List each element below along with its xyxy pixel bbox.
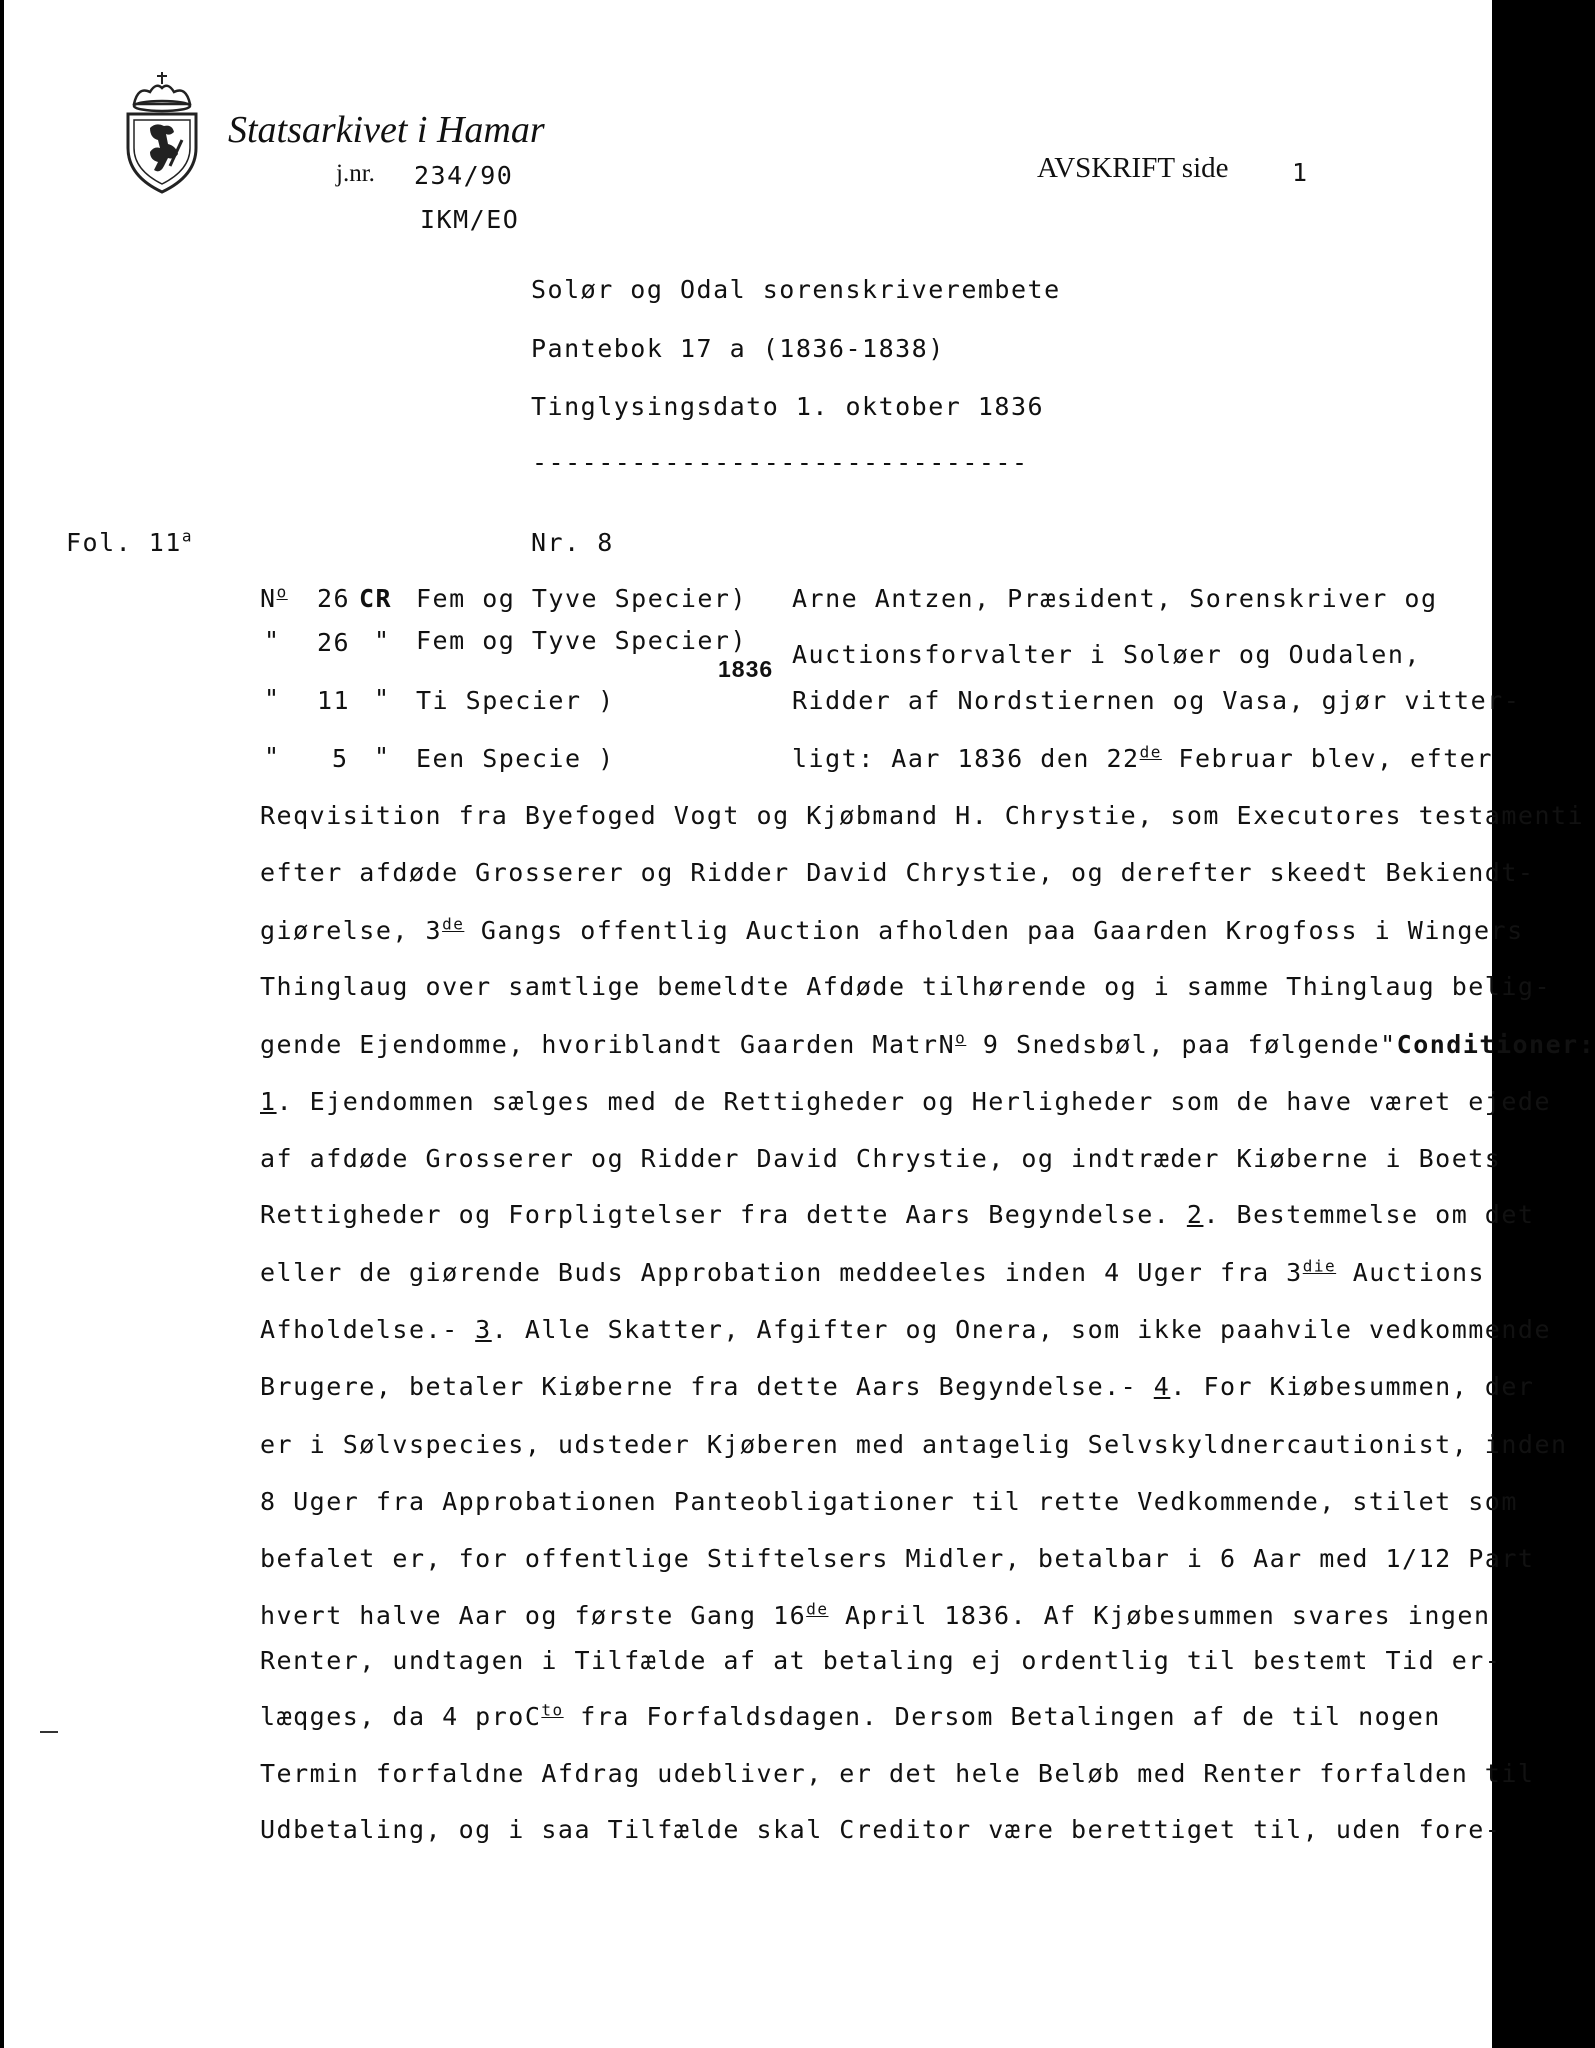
right-column-line: Auctionsforvalter i Soløer og Oudalen, bbox=[792, 640, 1421, 669]
body-line: Thinglaug over samtlige bemeldte Afdøde tilhørende og i samme Thinglaug belig- bbox=[260, 972, 1551, 1001]
body-line: 1. Ejendommen sælges med de Rettigheder og Herligheder som de have været ejede bbox=[260, 1087, 1552, 1116]
initials: IKM/EO bbox=[420, 205, 520, 234]
archive-name: Statsarkivet i Hamar bbox=[228, 109, 545, 151]
body-line: Rettigheder og Forpligtelser fra dette Aars Begyndelse. 2. Bestemmelse om det bbox=[260, 1200, 1535, 1229]
fee-row: " bbox=[264, 684, 281, 713]
body-line: Reqvisition fra Byefoged Vogt og Kjøbmand H. Chrystie, som Executores testamenti bbox=[260, 801, 1585, 830]
body-line: hvert halve Aar og første Gang 16de April 1836. Af Kjøbesummen svares ingen bbox=[260, 1599, 1491, 1630]
folio-number: Fol. 11$^a$ bbox=[66, 526, 193, 557]
body-line: befalet er, for offentlige Stiftelsers Midler, betalbar i 6 Aar med 1/12 Part bbox=[260, 1544, 1535, 1573]
entry-number: Nr. 8 bbox=[531, 528, 614, 557]
body-line: giørelse, 3de Gangs offentlig Auction afholden paa Gaarden Krogfoss i Wingers bbox=[260, 914, 1524, 945]
office-title: Solør og Odal sorenskriverembete bbox=[531, 275, 1061, 304]
fee-unit: " bbox=[374, 684, 391, 713]
fee-unit: " bbox=[374, 626, 391, 655]
fee-amount: 11 bbox=[317, 686, 351, 715]
margin-mark bbox=[40, 1731, 58, 1733]
body-line: eller de giørende Buds Approbation meddeeles inden 4 Uger fra $3^{die}$ Auctions bbox=[260, 1256, 1486, 1287]
right-column-line: Ridder af Nordstiernen og Vasa, gjør vitter- bbox=[792, 686, 1521, 715]
body-line: er i Sølvspecies, udsteder Kjøberen med antagelig Selvskyldnercautionist, inden bbox=[260, 1430, 1568, 1459]
body-line: læqges, da 4 proC$^{to}$ fra Forfaldsdagen. Dersom Betalingen af de til nogen bbox=[260, 1700, 1441, 1731]
body-line: gende Ejendomme, hvoriblandt Gaarden MatrN$^o$ 9 Snedsbøl, paa følgende"Conditioner: bbox=[260, 1028, 1595, 1059]
right-column-line: Arne Antzen, Præsident, Sorenskriver og bbox=[792, 584, 1438, 613]
body-line: Brugere, betaler Kiøberne fra dette Aars Begyndelse.- 4. For Kiøbesummen, der bbox=[260, 1372, 1535, 1401]
journal-number: 234/90 bbox=[414, 161, 514, 190]
fee-text: Fem og Tyve Specier) bbox=[416, 626, 748, 655]
registration-date: Tinglysingsdato 1. oktober 1836 bbox=[531, 392, 1045, 421]
fee-text: Ti Specier ) bbox=[416, 686, 615, 715]
stamp-year: 1836 bbox=[718, 656, 774, 682]
avskrift-label: AVSKRIFT side bbox=[1037, 152, 1229, 184]
body-line: Termin forfaldne Afdrag udebliver, er det hele Beløb med Renter forfalden til bbox=[260, 1759, 1535, 1788]
fee-row: " bbox=[264, 626, 281, 655]
fee-unit: " bbox=[374, 742, 391, 771]
body-line: af afdøde Grosserer og Ridder David Chrystie, og indtræder Kiøberne i Boets bbox=[260, 1144, 1502, 1173]
fee-unit: CR bbox=[359, 584, 393, 613]
fee-row: $N^o$ bbox=[260, 582, 288, 613]
document-page bbox=[4, 0, 1595, 2048]
body-line: 8 Uger fra Approbationen Panteobligationer til rette Vedkommende, stilet som bbox=[260, 1487, 1518, 1516]
fee-text: Een Specie ) bbox=[416, 744, 615, 773]
body-line: Afholdelse.- 3. Alle Skatter, Afgifter og Onera, som ikke paahvile vedkommende bbox=[260, 1315, 1552, 1344]
fee-amount: 26 bbox=[317, 584, 351, 613]
fee-amount: 26 bbox=[317, 628, 351, 657]
body-line: Renter, undtagen i Tilfælde af at betaling ej ordentlig til bestemt Tid er- bbox=[260, 1646, 1502, 1675]
norwegian-lion-crest-icon bbox=[120, 70, 204, 196]
body-line: efter afdøde Grosserer og Ridder David Chrystie, og derefter skeedt Bekiendt- bbox=[260, 858, 1535, 887]
book-title: Pantebok 17 a (1836-1838) bbox=[531, 334, 945, 363]
fee-row: " bbox=[264, 742, 281, 771]
divider-line: ------------------------------ bbox=[532, 448, 1029, 477]
journal-label: j.nr. bbox=[336, 160, 375, 187]
fee-text: Fem og Tyve Specier) bbox=[416, 584, 748, 613]
right-column-line: ligt: Aar 1836 den 22de Februar blev, efter bbox=[792, 742, 1493, 773]
fee-amount: 5 bbox=[332, 744, 349, 773]
page-number: 1 bbox=[1292, 158, 1309, 187]
body-line: Udbetaling, og i saa Tilfælde skal Creditor være berettiget til, uden fore- bbox=[260, 1815, 1502, 1844]
